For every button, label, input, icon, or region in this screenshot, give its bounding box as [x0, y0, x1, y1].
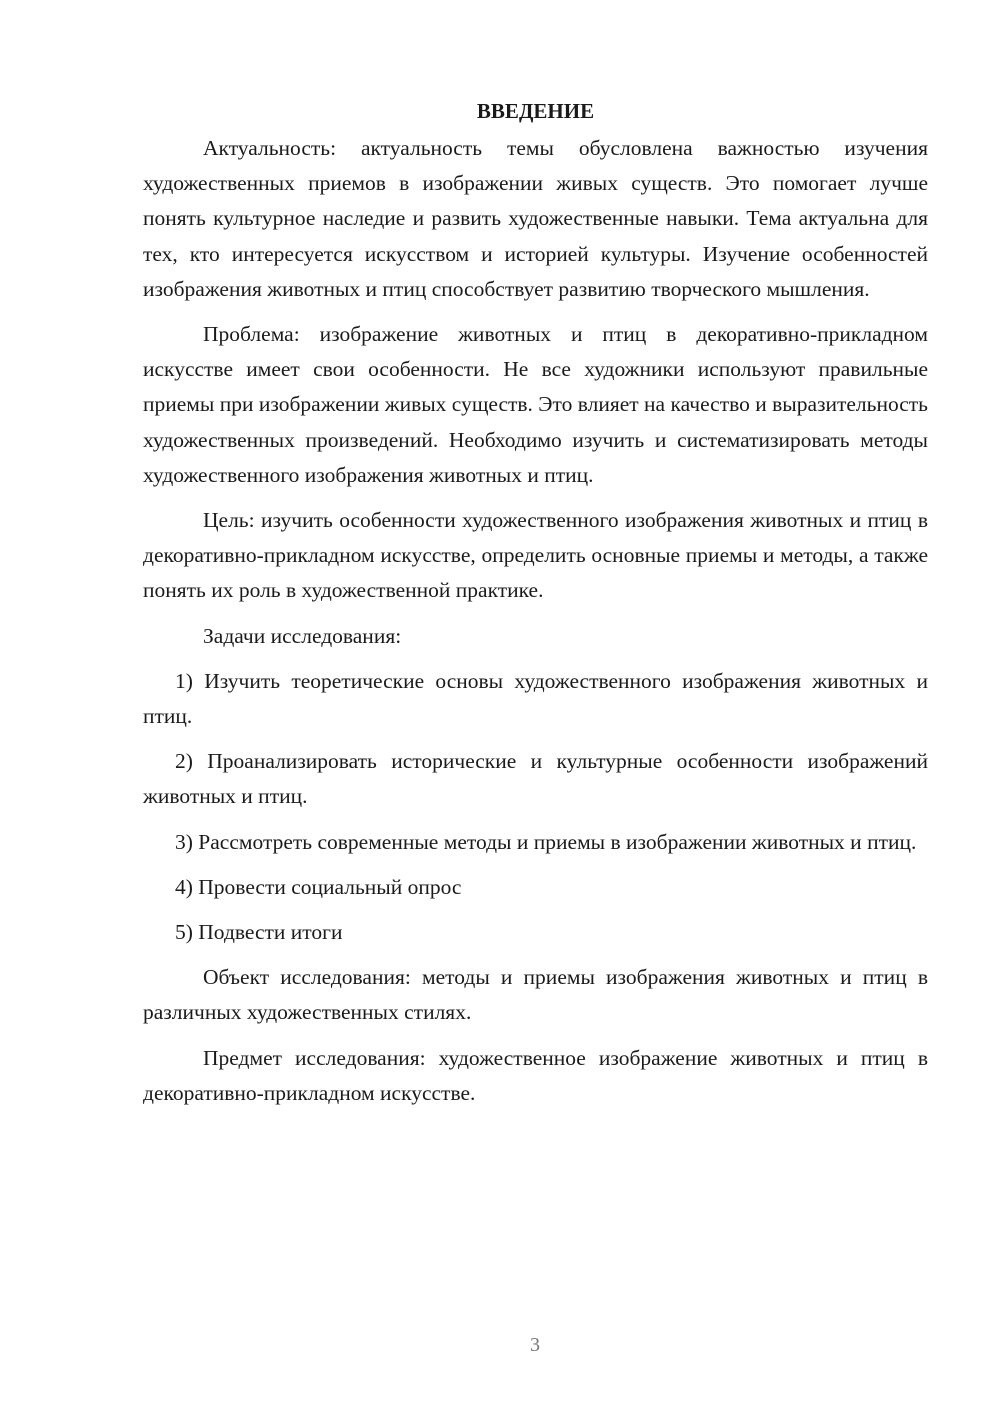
page-title: ВВЕДЕНИЕ: [476, 99, 595, 123]
paragraph-object: Объект исследования: методы и приемы изображения животных и птиц в различных художественных стилях.: [143, 965, 928, 1025]
tasks-heading: Задачи исследования:: [203, 623, 402, 648]
task-item-3: 3) Рассмотреть современные методы и приемы в изображении животных и птиц.: [175, 829, 917, 854]
paragraph-subject: Предмет исследования: художественное изображение животных и птиц в декоративно-прикладном искусстве.: [143, 1045, 928, 1105]
page-number: 3: [530, 1334, 540, 1356]
paragraph-relevance: Актуальность: актуальность темы обусловлена важностью изучения художественных приемов в изображении живых существ. Это помогает лучше понять культурное наследие и развить художественные навыки. Тема актуальна для тех, кто интересуется искусством и историей культуры. Изучение особенностей изображения животных и птиц способствует развитию творческого мышления.: [143, 136, 928, 301]
task-item-5: 5) Подвести итоги: [175, 920, 343, 945]
paragraph-problem: Проблема: изображение животных и птиц в декоративно-прикладном искусстве имеет свои особенности. Не все художники используют правильные приемы при изображении живых существ. Это влияет на качество и выразительность художественных произведений. Необходимо изучить и систематизировать методы художественного изображения животных и птиц.: [143, 322, 928, 487]
task-item-2: 2) Проанализировать исторические и культурные особенности изображений животных и птиц.: [143, 749, 928, 809]
task-item-4: 4) Провести социальный опрос: [175, 874, 462, 899]
paragraph-goal: Цель: изучить особенности художественного изображения животных и птиц в декоративно-прикладном искусстве, определить основные приемы и методы, а также понять их роль в художественной практике.: [143, 508, 928, 603]
document-page: [143, 96, 928, 1121]
task-item-1: 1) Изучить теоретические основы художественного изображения животных и птиц.: [143, 668, 928, 729]
